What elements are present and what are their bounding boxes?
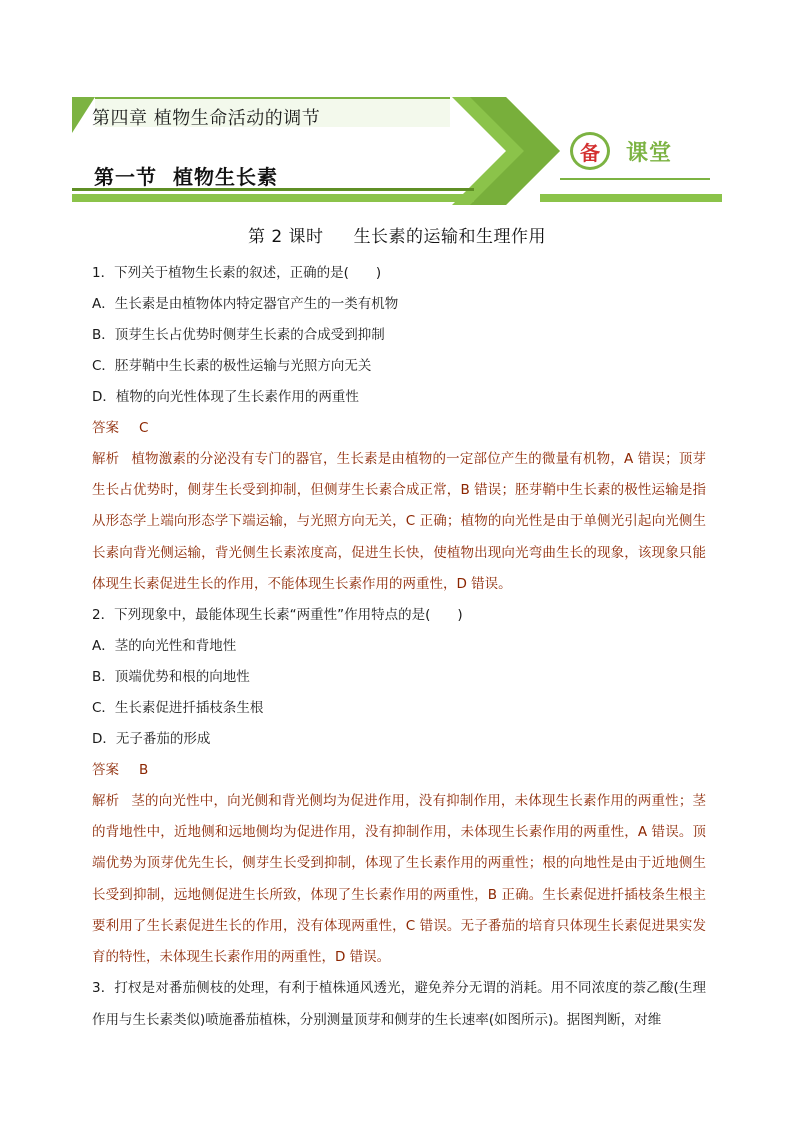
question-1-explanation <box>92 444 706 600</box>
question-2-explanation <box>92 786 706 973</box>
logo-text: 课堂 <box>626 141 673 166</box>
lesson-number: 第 2 课时 <box>247 227 324 247</box>
explanation-label: 解析 <box>92 793 120 810</box>
section-title <box>94 161 278 190</box>
question-1-stem: 1．下列关于植物生长素的叙述，正确的是( ) <box>92 265 382 281</box>
question-2-answer <box>92 755 706 786</box>
answer-label: 答案 <box>92 420 119 436</box>
document-body <box>92 258 706 1036</box>
question-2-option-b: B．顶端优势和根的向地性 <box>92 669 250 686</box>
answer-label: 答案 <box>92 762 119 779</box>
question-2-stem: 2．下列现象中，最能体现生长素“两重性”作用特点的是( ) <box>92 607 463 624</box>
logo-badge <box>570 132 610 170</box>
section-number: 第一节 <box>94 165 157 189</box>
page-header <box>0 0 794 210</box>
answer-value: B <box>139 762 149 779</box>
lesson-title <box>0 222 794 247</box>
question-1-option-b: B．顶芽生长占优势时侧芽生长素的合成受到抑制 <box>92 327 385 343</box>
question-1-answer <box>92 413 706 444</box>
explanation-text: 植物激素的分泌没有专门的器官，生长素是由植物的一定部位产生的微量有机物，A 错误；顶芽生长占优势时，侧芽生长受到抑制，但侧芽生长素合成正常，B 错误；胚芽鞘中生长素的极性运输是指从形态学上端向形态学下端运输，与光照方向无关，C 正确；植物的向光性是由于单侧光引起向光侧生长素向背光侧运输，背光侧生长素浓度高，促进生长快，使植物出现向光弯曲生长的现象，该现象只能体现生长素促进生长的作用，不能体现生长素作用的两重性，D 错误。 <box>92 451 706 592</box>
explanation-label: 解析 <box>92 451 120 467</box>
logo-char: 备 <box>580 140 600 165</box>
chapter-title: 第四章 植物生命活动的调节 <box>92 108 321 129</box>
question-3-stem: 3．打杈是对番茄侧枝的处理，有利于植株通风透光，避免养分无谓的消耗。用不同浓度的萘乙酸(生理作用与生长素类似)喷施番茄植株，分别测量顶芽和侧芽的生长速率(如图所示)。据图判断，对维 <box>92 980 706 1028</box>
question-2-option-c: C．生长素促进扦插枝条生根 <box>92 700 264 717</box>
question-1-option-c: C．胚芽鞘中生长素的极性运输与光照方向无关 <box>92 358 372 374</box>
section-name: 植物生长素 <box>173 165 278 189</box>
question-1-option-d: D．植物的向光性体现了生长素作用的两重性 <box>92 389 359 405</box>
question-1-option-a: A．生长素是由植物体内特定器官产生的一类有机物 <box>92 296 399 312</box>
question-2-option-d: D．无子番茄的形成 <box>92 731 211 748</box>
answer-value: C <box>139 420 149 436</box>
explanation-text: 茎的向光性中，向光侧和背光侧均为促进作用，没有抑制作用，未体现生长素作用的两重性；茎的背地性中，近地侧和远地侧均为促进作用，没有抑制作用，未体现生长素作用的两重性，A 错误。顶端优势为顶芽优先生长，侧芽生长受到抑制，体现了生长素作用的两重性；根的向地性是由于近地侧生长受到抑制，远地侧促进生长所致，体现了生长素作用的两重性，B 正确。生长素促进扦插枝条生根主要利用了生长素促进生长的作用，没有体现两重性，C 错误。无子番茄的培育只体现生长素促进果实发育的特性，未体现生长素作用的两重性，D 错误。 <box>92 793 707 966</box>
question-2-option-a: A．茎的向光性和背地性 <box>92 638 237 655</box>
lesson-name: 生长素的运输和生理作用 <box>353 227 547 247</box>
